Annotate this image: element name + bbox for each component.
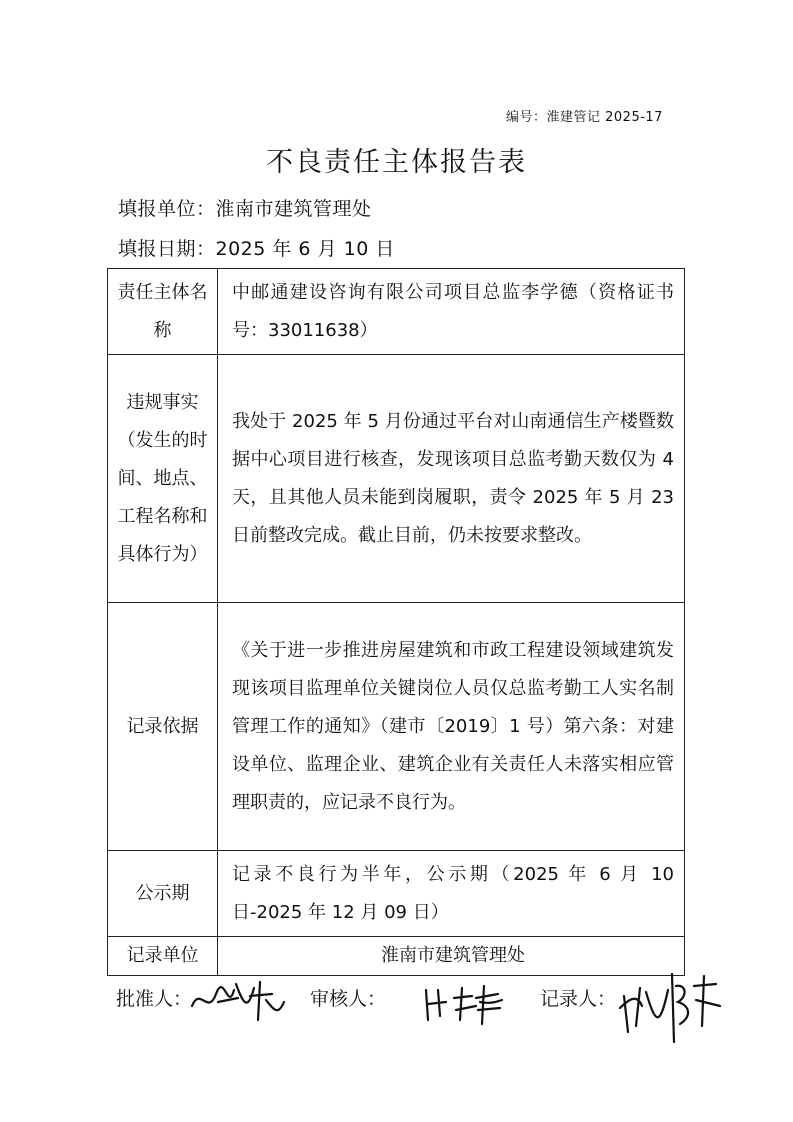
table-row [108, 937, 685, 976]
approver-label: 批准人： [116, 988, 193, 1010]
approver-signature-icon [188, 976, 288, 1026]
report-table [107, 268, 685, 976]
table-row [108, 269, 685, 355]
recorder-signature-icon [616, 966, 726, 1046]
entity-label: 责任主体名称 [108, 269, 218, 355]
publicity-value: 记录不良行为半年，公示期（2025 年 6 月 10 日-2025 年 12 月 09 日） [218, 851, 685, 937]
reporting-date: 填报日期：2025 年 6 月 10 日 [118, 238, 395, 260]
entity-value: 中邮通建设咨询有限公司项目总监李学德（资格证书号：33011638） [218, 269, 685, 355]
facts-label: 违规事实（发生的时间、地点、工程名称和具体行为） [108, 355, 218, 603]
table-row [108, 603, 685, 851]
reviewer-signature-icon [420, 980, 510, 1028]
facts-value: 我处于 2025 年 5 月份通过平台对山南通信生产楼暨数据中心项目进行核查，发现该项目总监考勤天数仅为 4 天，且其他人员未能到岗履职，责令 2025 年 5 月 23 日前整改完成。截止目前，仍未按要求整改。 [218, 355, 685, 603]
record-unit-value: 淮南市建筑管理处 [218, 937, 685, 976]
record-unit-label: 记录单位 [108, 937, 218, 976]
table-row [108, 851, 685, 937]
basis-value: 《关于进一步推进房屋建筑和市政工程建设领域建筑发现该项目监理单位关键岗位人员仅总监考勤工人实名制管理工作的通知》（建市〔2019〕1 号）第六条：对建设单位、监理企业、建筑企业有关责任人未落实相应管理职责的，应记录不良行为。 [218, 603, 685, 851]
signature-row [0, 976, 793, 1056]
publicity-label: 公示期 [108, 851, 218, 937]
reporting-unit: 填报单位：淮南市建筑管理处 [118, 198, 372, 220]
document-title: 不良责任主体报告表 [266, 147, 527, 178]
table-row [108, 355, 685, 603]
recorder-label: 记录人： [540, 988, 617, 1010]
basis-label: 记录依据 [108, 603, 218, 851]
document-number: 编号：淮建管记 2025-17 [506, 110, 663, 125]
reviewer-label: 审核人： [310, 988, 387, 1010]
